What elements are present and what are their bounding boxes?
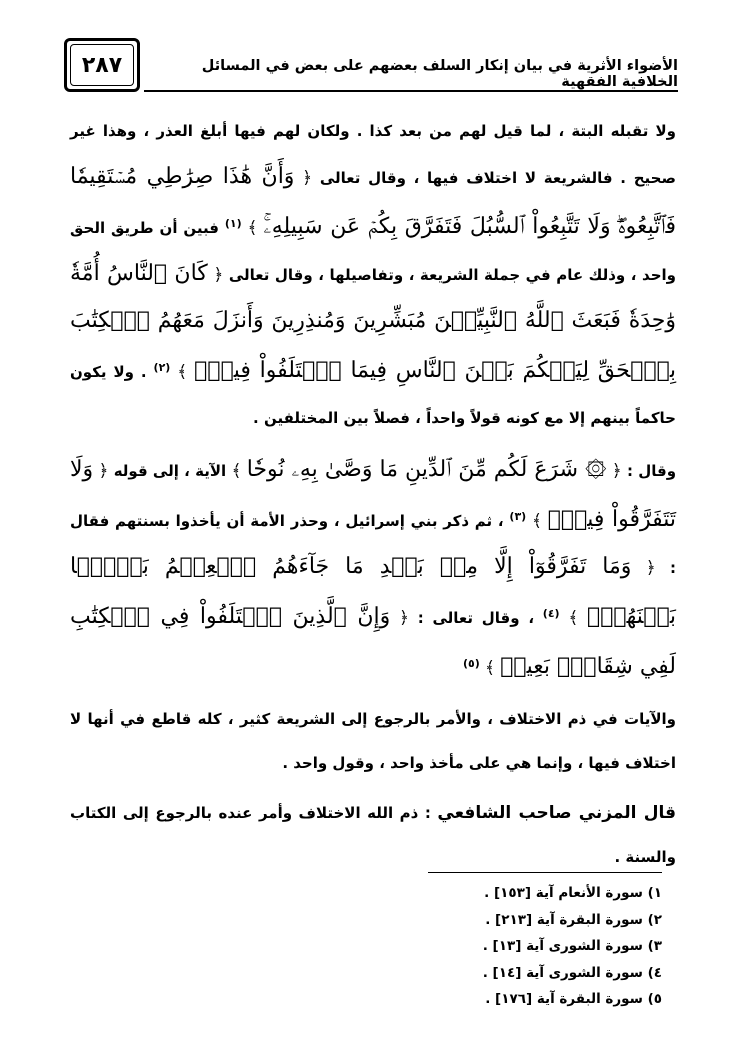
ornate-brace-open: ﴿ xyxy=(399,608,409,628)
footnote-item: ١) سورة الأنعام آية [١٥٣] . xyxy=(484,885,662,901)
paragraph-text: ولا تقبله البتة ، لما قيل لهم من بعد كذا . ولكان لهم فيها أبلغ العذر ، وهذا غير صحيح . فالشريعة لا اختلاف فيها ، وقال تعالى xyxy=(70,122,676,187)
paragraph-text: الآية ، إلى قوله xyxy=(113,462,227,480)
paragraph-2 xyxy=(70,447,676,691)
quoted-author: قال المزني صاحب الشافعي xyxy=(437,803,676,823)
page-header xyxy=(64,38,678,100)
ornate-brace-close: ﴾ xyxy=(177,362,188,382)
footnote-item: ٥) سورة البقرة آية [١٧٦] . xyxy=(485,991,662,1007)
ornate-brace-open: ﴿ xyxy=(611,461,622,481)
footnote-item: ٢) سورة البقرة آية [٢١٣] . xyxy=(485,911,662,928)
ornate-brace-close: ﴾ xyxy=(568,608,579,628)
quran-verse: وَمَا تَفَرَّقُوٓاْ إِلَّا مِنۢ بَعۡدِ مَا جَآءَهُمُ ٱلۡعِلۡمُ بَغۡيَۢا بَيۡنَهُمۡۚ xyxy=(70,554,676,629)
paragraph-4 xyxy=(70,791,676,879)
ornate-brace-close: ﴾ xyxy=(247,218,258,238)
paragraph-text: ، ثم ذكر بني إسرائيل ، وحذر الأمة أن يأخذوا بسنتهم فقال : xyxy=(70,512,676,577)
ornate-brace-open: ﴿ xyxy=(213,265,224,285)
ornate-brace-open: ﴿ xyxy=(302,168,313,188)
footnote-ref: (٣) xyxy=(509,510,527,523)
quran-verse: وَإِنَّ ٱلَّذِينَ ٱخۡتَلَفُواْ فِي ٱلۡكِتَٰبِ لَفِي شِقَاقِۢ بَعِيدٖ xyxy=(70,604,676,679)
paragraph-text: وقال : xyxy=(626,462,677,480)
ornate-brace-open: ﴿ xyxy=(645,558,656,578)
footnote-ref: (٥) xyxy=(462,657,480,670)
paragraph-3: والآيات في ذم الاختلاف ، والأمر بالرجوع إلى الشريعة كثير ، كله قاطع في أنها لا اختلاف فيها ، وإنما هي على مأخذ واحد ، وقول واحد . xyxy=(70,710,676,772)
paragraph-text: ، وقال تعالى : xyxy=(417,609,535,627)
paragraph-1 xyxy=(70,108,676,441)
header-rule xyxy=(144,90,678,92)
footnote-ref: (٤) xyxy=(542,607,560,620)
quran-verse: ۞ شَرَعَ لَكُم مِّنَ ٱلدِّينِ مَا وَصَّىٰ بِهِۦ نُوحٗا xyxy=(246,457,607,482)
footnote-item: ٣) سورة الشورى آية [١٣] . xyxy=(482,938,662,954)
paragraph-text: فبين أن طريق الحق واحد ، وذلك عام في جملة الشريعة ، وتفاصيلها ، وقال تعالى xyxy=(70,219,676,284)
quran-verse: كَانَ ٱلنَّاسُ أُمَّةٗ وَٰحِدَةٗ فَبَعَثَ ٱللَّهُ ٱلنَّبِيِّـۧنَ مُبَشِّرِينَ وَمُنذِرِينَ وَأَنزَلَ مَعَهُمُ ٱلۡكِتَٰبَ بِٱلۡحَقِّ لِيَحۡكُمَ بَيۡنَ ٱلنَّاسِ فِيمَا ٱخۡتَلَفُواْ فِيهِۚ xyxy=(70,261,677,383)
ornate-brace-close: ﴾ xyxy=(531,511,542,531)
footnotes xyxy=(362,880,662,1013)
ornate-brace-open: ﴿ xyxy=(98,461,109,481)
quran-verse: وَلَا تَتَفَرَّقُواْ فِيهِۚ xyxy=(70,457,676,532)
footnote-item: ٤) سورة الشورى آية [١٤] . xyxy=(482,964,662,981)
footnote-ref: (١) xyxy=(224,217,242,230)
page-number: ٢٨٧ xyxy=(81,52,123,78)
footnote-separator xyxy=(428,872,662,873)
ornate-brace-close: ﴾ xyxy=(484,658,495,678)
paragraph-text: : ذم الله الاختلاف وأمر عنده بالرجوع إلى الكتاب والسنة . xyxy=(70,804,676,866)
page-number-frame xyxy=(64,38,140,92)
running-title: الأضواء الأثرية في بيان إنكار السلف بعضهم على بعض في المسائل الخلافية الفقهية xyxy=(201,58,678,90)
paragraph-text: . ولا يكون حاكماً بينهم إلا مع كونه قولاً واحداً ، فصلاً بين المختلفين . xyxy=(70,363,676,427)
ornate-brace-close: ﴾ xyxy=(231,461,242,481)
main-text xyxy=(70,108,676,879)
footnote-ref: (٢) xyxy=(153,361,171,374)
quran-verse: وَأَنَّ هَٰذَا صِرَٰطِي مُسۡتَقِيمٗا فَٱتَّبِعُوهُۖ وَلَا تَتَّبِعُواْ ٱلسُّبُلَ فَتَفَرَّقَ بِكُمۡ عَن سَبِيلِهِۦۚ xyxy=(70,164,676,239)
